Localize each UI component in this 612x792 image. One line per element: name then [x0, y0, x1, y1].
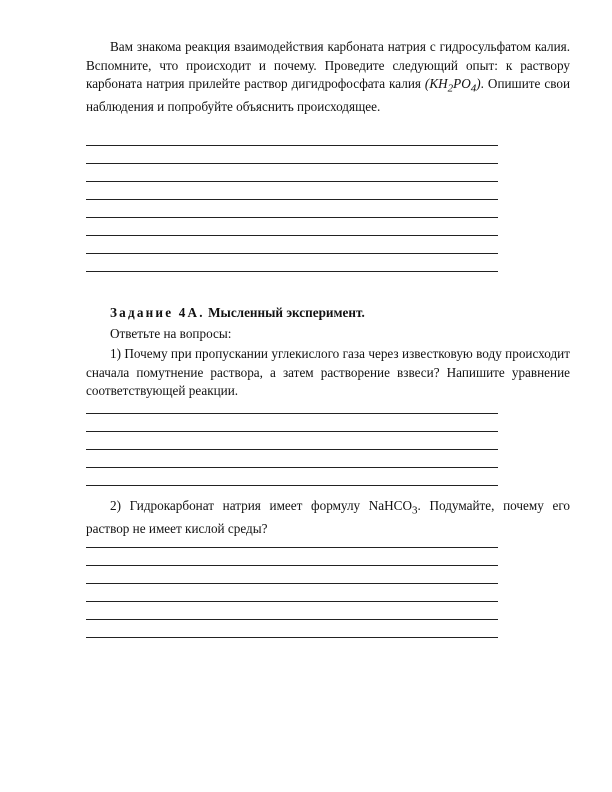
experiment-text-after: . Опишите свои наблюдения и попробуйте объяснить происходящее. [86, 76, 571, 115]
question-1: 1) Почему при пропускании углекислого газа через известковую воду происходит сначала помутнение раствора, а затем растворение взвеси? Напишите уравнение соответствующей реакции. [86, 346, 570, 398]
question-2: 2) Гидрокарбонат натрия имеет формулу NaHCO$_3$. Подумайте, почему его раствор не имеет кислой среды? [86, 498, 570, 537]
answer-line [86, 431, 498, 432]
answer-line [86, 235, 498, 236]
task-4a-heading [110, 304, 365, 322]
answer-line [86, 565, 498, 566]
answer-line [86, 181, 498, 182]
task-label: Задание 4А. [110, 305, 205, 320]
experiment-text-before: Вам знакома реакция взаимодействия карбоната натрия с гидросульфатом калия. Вспомните, что происходит и почему. Проведите следующий опыт: к раствору карбоната натрия прилейте раствор дигидрофосфата калия [86, 39, 570, 91]
answer-line [86, 467, 498, 468]
answer-line [86, 199, 498, 200]
answer-line [86, 413, 498, 414]
answer-line [86, 271, 498, 272]
answer-line [86, 253, 498, 254]
questions-prompt: Ответьте на вопросы: [110, 326, 232, 341]
formula-kh2po4: $(KH_2PO_4)$ [424, 76, 481, 95]
paragraph-experiment [86, 38, 570, 117]
answer-line [86, 485, 498, 486]
answer-line [86, 601, 498, 602]
answer-line [86, 217, 498, 218]
answer-line [86, 583, 498, 584]
answer-line [86, 619, 498, 620]
task-title: Мысленный эксперимент. [204, 305, 365, 320]
answer-line [86, 547, 498, 548]
answer-line [86, 449, 498, 450]
answer-line [86, 145, 498, 146]
answer-line [86, 163, 498, 164]
answer-line [86, 637, 498, 638]
